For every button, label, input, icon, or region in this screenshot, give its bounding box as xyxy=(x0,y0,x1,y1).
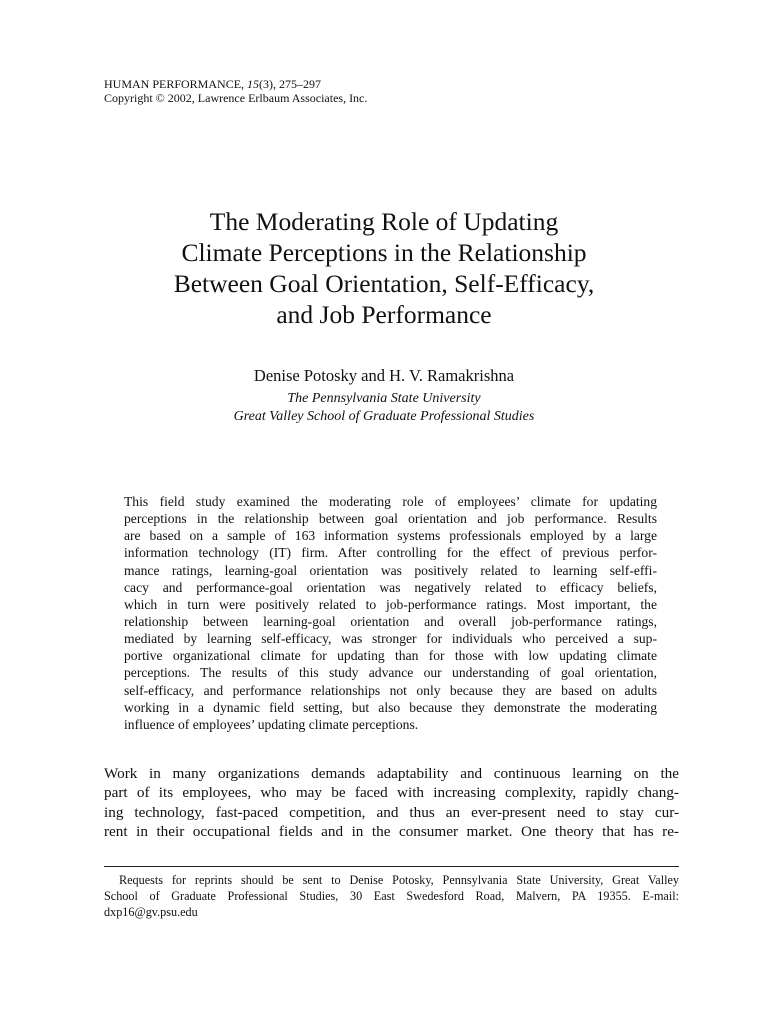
title-line: Between Goal Orientation, Self-Efficacy, xyxy=(173,269,595,298)
body-line: part of its employees, who may be faced with increasing complexity, rapidly chang- xyxy=(104,784,679,802)
author-names: Denise Potosky and H. V. Ramakrishna xyxy=(253,366,515,385)
abstract-line: information technology (IT) firm. After controlling for the effect of previous perfor- xyxy=(124,545,657,561)
journal-name: HUMAN PERFORMANCE, xyxy=(104,77,245,91)
journal-issue-pages: (3), 275–297 xyxy=(259,77,322,91)
footnote-line: dxp16@gv.psu.edu xyxy=(104,905,198,919)
abstract-line: mediated by learning self-efficacy, was stronger for individuals who perceived a sup- xyxy=(124,631,657,647)
abstract-line: self-efficacy, and performance relationships not only because they are based on adults xyxy=(124,682,657,698)
body-line: ing technology, fast-paced competition, and thus an ever-present need to stay cur- xyxy=(104,803,679,821)
affiliation-line: The Pennsylvania State University xyxy=(287,391,481,406)
abstract-line: are based on a sample of 163 information systems professionals employed by a large xyxy=(124,528,657,544)
affiliation-line: Great Valley School of Graduate Professional Studies xyxy=(233,409,535,424)
title-line: Climate Perceptions in the Relationship xyxy=(181,238,587,267)
body-line: rent in their occupational fields and in the consumer market. One theory that has re- xyxy=(104,822,679,840)
body-text xyxy=(104,764,679,841)
abstract-line: working in a dynamic field setting, but also because they demonstrate the moderating xyxy=(124,699,657,715)
abstract-line: perceptions. The results of this study advance our understanding of goal orientation, xyxy=(124,665,657,681)
footnote-line: School of Graduate Professional Studies, 30 East Swedesford Road, Malvern, PA 19355. E-mail: xyxy=(104,889,679,903)
abstract-line: mance ratings, learning-goal orientation was positively related to learning self-effi- xyxy=(124,562,657,578)
abstract-line: This field study examined the moderating role of employees’ climate for updating xyxy=(124,494,657,509)
abstract-line: portive organizational climate for updating than for those with low updating climate xyxy=(124,648,657,664)
title-line: and Job Performance xyxy=(276,300,492,329)
abstract-line: perceptions in the relationship between goal orientation and job performance. Results xyxy=(124,511,657,527)
title-line: The Moderating Role of Updating xyxy=(209,207,559,236)
author-affiliation xyxy=(80,390,688,426)
journal-citation xyxy=(104,77,367,91)
abstract-line: cacy and performance-goal orientation was negatively related to efficacy beliefs, xyxy=(124,579,657,595)
footnote-divider xyxy=(104,866,679,867)
article-title xyxy=(80,206,688,330)
journal-header xyxy=(104,77,367,105)
abstract-line: relationship between learning-goal orientation and overall job-performance ratings, xyxy=(124,613,657,629)
footnote xyxy=(104,872,679,920)
journal-volume: 15 xyxy=(247,77,260,91)
copyright-line: Copyright © 2002, Lawrence Erlbaum Associates, Inc. xyxy=(104,91,368,105)
footnote-line: Requests for reprints should be sent to Denise Potosky, Pennsylvania State University, Great Valley xyxy=(119,873,679,887)
abstract-line: influence of employees’ updating climate perceptions. xyxy=(124,716,419,732)
abstract xyxy=(124,493,657,733)
abstract-line: which in turn were positively related to job-performance ratings. Most important, the xyxy=(124,596,657,612)
body-line: Work in many organizations demands adaptability and continuous learning on the xyxy=(104,765,679,782)
